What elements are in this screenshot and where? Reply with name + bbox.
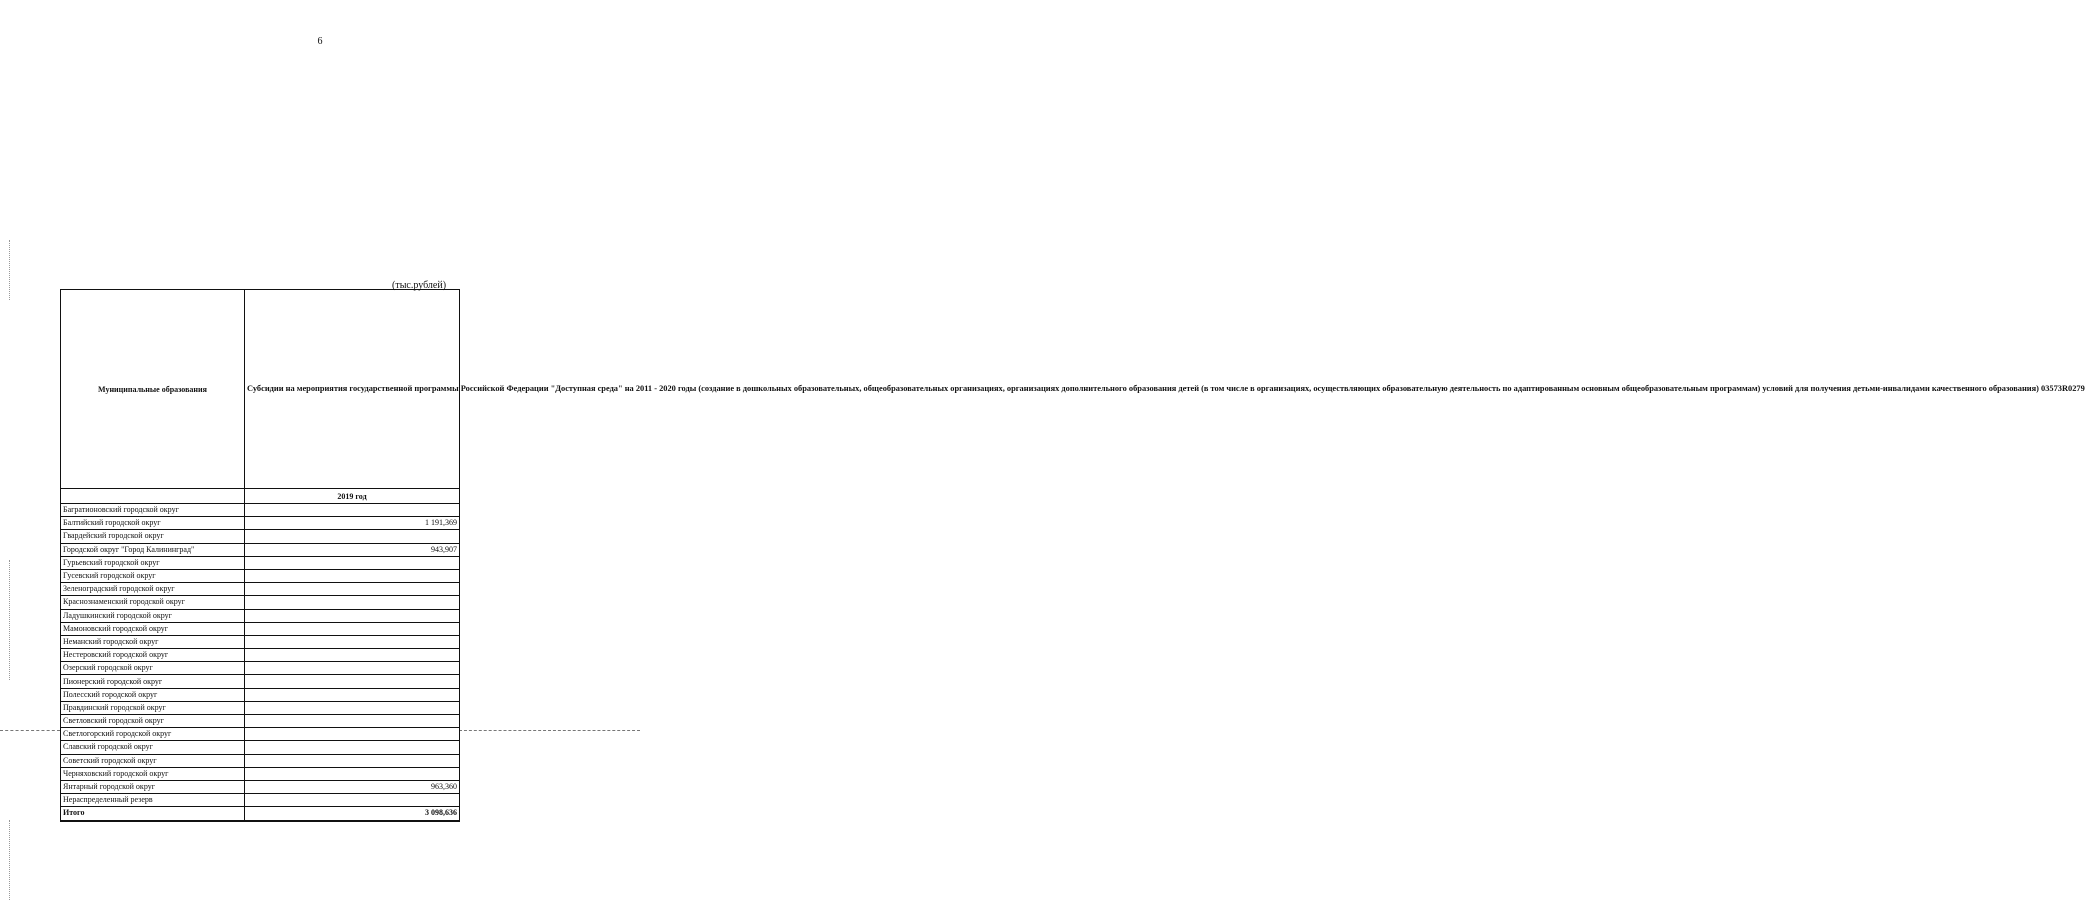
subsidy-value xyxy=(245,688,460,701)
municipality-name: Полесский городской округ xyxy=(61,688,245,701)
scan-line-right xyxy=(459,730,640,731)
municipality-name: Краснознаменский городской округ xyxy=(61,596,245,609)
municipality-name: Нераспределенный резерв xyxy=(61,794,245,807)
municipality-name: Багратионовский городской округ xyxy=(61,504,245,517)
table-row xyxy=(61,583,460,596)
table-body xyxy=(61,504,460,821)
table-row xyxy=(61,794,460,807)
municipality-name: Правдинский городской округ xyxy=(61,701,245,714)
municipality-name: Мамоновский городской округ xyxy=(61,622,245,635)
scan-margin-mark xyxy=(9,820,10,900)
subsidy-value xyxy=(245,701,460,714)
table-row xyxy=(61,780,460,793)
subsidy-value xyxy=(245,767,460,780)
municipality-name: Черняховский городской округ xyxy=(61,767,245,780)
table-row xyxy=(61,767,460,780)
subsidy-value xyxy=(245,556,460,569)
municipality-name: Гвардейский городской округ xyxy=(61,530,245,543)
subsidy-value: 1 191,369 xyxy=(245,517,460,530)
table-row xyxy=(61,530,460,543)
table-row xyxy=(61,635,460,648)
table-row xyxy=(61,741,460,754)
municipality-name: Неманский городской округ xyxy=(61,635,245,648)
municipality-name: Гусевский городской округ xyxy=(61,569,245,582)
municipality-name: Балтийский городской округ xyxy=(61,517,245,530)
total-row xyxy=(61,807,460,821)
table-row xyxy=(61,556,460,569)
table-row xyxy=(61,622,460,635)
subsidy-value xyxy=(245,649,460,662)
table-row xyxy=(61,596,460,609)
table-row xyxy=(61,675,460,688)
scan-line-left xyxy=(0,730,60,731)
subsidy-value xyxy=(245,530,460,543)
subsidy-value xyxy=(245,609,460,622)
table-row xyxy=(61,754,460,767)
municipality-name: Ладушкинский городской округ xyxy=(61,609,245,622)
total-value: 3 098,636 xyxy=(245,807,460,821)
units-note: (тыс.рублей) xyxy=(392,280,447,291)
table-row xyxy=(61,701,460,714)
subsidy-table xyxy=(60,289,2085,822)
subsidy-value xyxy=(245,596,460,609)
subsidy-value xyxy=(245,662,460,675)
subsidy-value xyxy=(245,715,460,728)
municipality-name: Светлогорский городской округ xyxy=(61,728,245,741)
subsidy-value xyxy=(245,675,460,688)
municipality-name: Советский городской округ xyxy=(61,754,245,767)
municipality-name: Славский городской округ xyxy=(61,741,245,754)
page-number: 6 xyxy=(317,36,323,47)
subsidy-header: Субсидии на мероприятия государственной программы Российской Федерации "Доступная среда" на 2011 - 2020 годы (создание в дошкольных образовательных, общеобразовательных организациях, организациях дополнительного образования детей (в том числе в организациях, осуществляющих образовательную деятельность по адаптированным основным общеобразовательным программам) условий для получения детьми-инвалидами качественного образования) 03573R0279 xyxy=(245,290,460,489)
subsidy-value xyxy=(245,728,460,741)
municipality-name: Городской округ "Город Калининград" xyxy=(61,543,245,556)
subsidy-value xyxy=(245,635,460,648)
subsidy-value: 943,907 xyxy=(245,543,460,556)
subsidy-value xyxy=(245,754,460,767)
table-row xyxy=(61,649,460,662)
subsidy-value xyxy=(245,622,460,635)
subsidy-value: 963,360 xyxy=(245,780,460,793)
table-row xyxy=(61,543,460,556)
table-row xyxy=(61,504,460,517)
year-header: 2019 год xyxy=(245,489,460,504)
table-row xyxy=(61,517,460,530)
municipality-name: Пионерский городской округ xyxy=(61,675,245,688)
municipality-name: Гурьевский городской округ xyxy=(61,556,245,569)
subsidy-value xyxy=(245,569,460,582)
table-row xyxy=(61,688,460,701)
header-blank-cell xyxy=(61,489,245,504)
total-label: Итого xyxy=(61,807,245,821)
subsidy-value xyxy=(245,794,460,807)
municipality-name: Зеленоградский городской округ xyxy=(61,583,245,596)
table-row xyxy=(61,662,460,675)
table-row xyxy=(61,569,460,582)
table-row xyxy=(61,609,460,622)
municipality-name: Светловский городской округ xyxy=(61,715,245,728)
municipality-name: Нестеровский городской округ xyxy=(61,649,245,662)
subsidy-value xyxy=(245,504,460,517)
scan-margin-mark xyxy=(9,240,10,300)
municipalities-header: Муниципальные образования xyxy=(61,290,245,489)
scan-margin-mark xyxy=(9,560,10,680)
table-row xyxy=(61,728,460,741)
subsidy-value xyxy=(245,741,460,754)
municipality-name: Озерский городской округ xyxy=(61,662,245,675)
table-row xyxy=(61,715,460,728)
subsidy-value xyxy=(245,583,460,596)
municipality-name: Янтарный городской округ xyxy=(61,780,245,793)
